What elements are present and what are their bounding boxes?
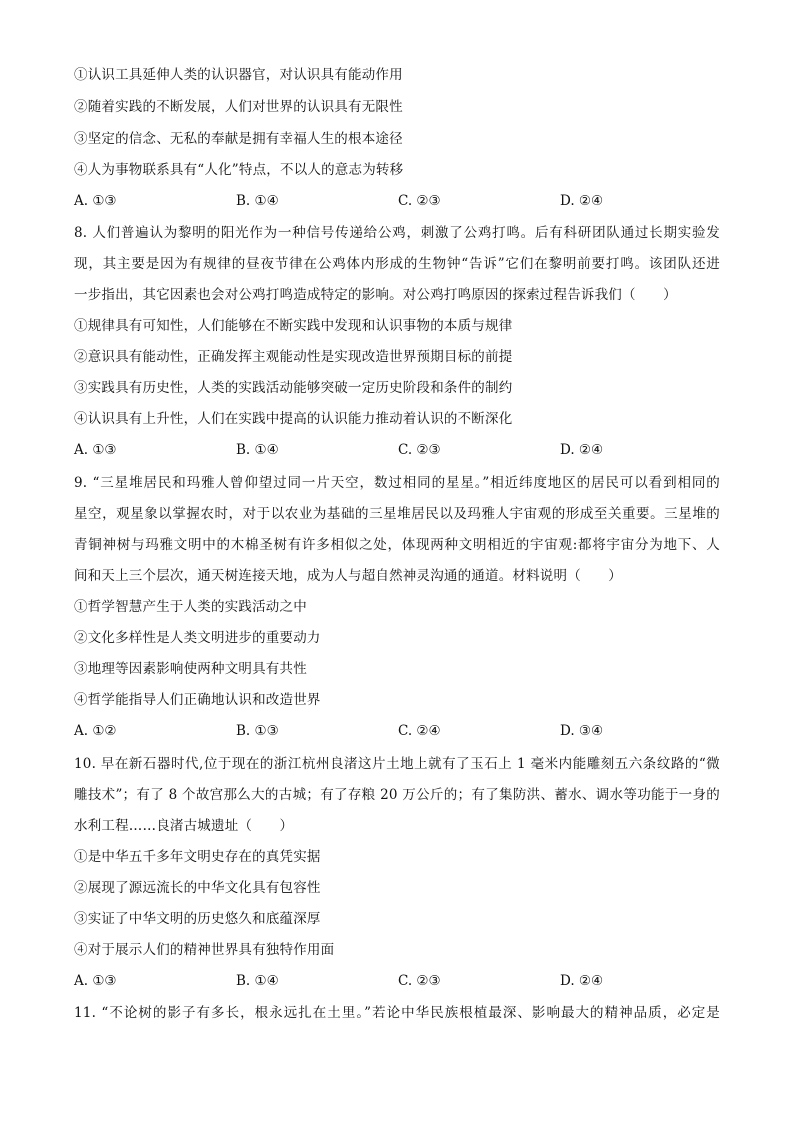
q8-option-d: D. ②④ xyxy=(560,442,604,458)
q8-item-3: ③实践具有历史性，人类的实践活动能够突破一定历史阶段和条件的制约 xyxy=(74,380,513,396)
q8-option-a: A. ①③ xyxy=(74,442,117,458)
q8-option-b: B. ①④ xyxy=(236,442,279,458)
q10-option-c: C. ②③ xyxy=(398,973,441,989)
q8-stem-line-2: 现，其主要是因为有规律的昼夜节律在公鸡体内形成的生物钟“告诉”它们在黎明前要打鸣。该团队还进 xyxy=(74,256,720,272)
q7-item-2: ②随着实践的不断发展，人们对世界的认识具有无限性 xyxy=(74,99,403,115)
q10-item-4: ④对于展示人们的精神世界具有独特作用面 xyxy=(74,942,335,958)
q10-item-1: ①是中华五千多年文明史存在的真凭实据 xyxy=(74,849,321,865)
q7-option-c: C. ②③ xyxy=(398,193,441,209)
q7-option-d: D. ②④ xyxy=(560,193,604,209)
q9-option-b: B. ①③ xyxy=(236,723,279,739)
q9-option-a: A. ①② xyxy=(74,723,117,739)
q9-option-d: D. ③④ xyxy=(560,723,604,739)
q10-stem-line-3: 水利工程……良渚古城遗址（ ） xyxy=(74,818,294,834)
q10-options xyxy=(74,972,734,990)
q8-stem-line-3: 一步指出，其它因素也会对公鸡打鸣造成特定的影响。对公鸡打鸣原因的探索过程告诉我们（ ） xyxy=(74,287,677,303)
q9-stem-line-1: 9. “三星堆居民和玛雅人曾仰望过同一片天空，数过相同的星星。”相近纬度地区的居民可以看到相同的 xyxy=(74,475,720,491)
q7-option-a: A. ①③ xyxy=(74,193,117,209)
q9-item-1: ①哲学智慧产生于人类的实践活动之中 xyxy=(74,599,307,615)
q7-item-4: ④人为事物联系具有“人化”特点，不以人的意志为转移 xyxy=(74,162,404,178)
q8-item-2: ②意识具有能动性，正确发挥主观能动性是实现改造世界预期目标的前提 xyxy=(74,349,513,365)
q10-option-b: B. ①④ xyxy=(236,973,279,989)
q10-option-a: A. ①③ xyxy=(74,973,117,989)
q7-option-b: B. ①④ xyxy=(236,193,279,209)
q9-stem-line-4: 间和天上三个层次，通天树连接天地，成为人与超自然神灵沟通的通道。材料说明（ ） xyxy=(74,568,622,584)
q9-stem-line-3: 青铜神树与玛雅文明中的木棉圣树有许多相似之处，体现两种文明相近的宇宙观:都将宇宙分为地下、人 xyxy=(74,537,720,553)
q7-options xyxy=(74,192,734,210)
q9-option-c: C. ②④ xyxy=(398,723,441,739)
q8-item-1: ①规律具有可知性，人们能够在不断实践中发现和认识事物的本质与规律 xyxy=(74,318,513,334)
q10-item-3: ③实证了中华文明的历史悠久和底蕴深厚 xyxy=(74,911,321,927)
q9-item-4: ④哲学能指导人们正确地认识和改造世界 xyxy=(74,692,321,708)
q9-item-3: ③地理等因素影响使两种文明具有共性 xyxy=(74,661,307,677)
q7-item-3: ③坚定的信念、无私的奉献是拥有幸福人生的根本途径 xyxy=(74,131,403,147)
q8-stem-line-1: 8. 人们普遍认为黎明的阳光作为一种信号传递给公鸡，刺激了公鸡打鸣。后有科研团队通过长期实验发 xyxy=(74,225,720,241)
q8-item-4: ④认识具有上升性，人们在实践中提高的认识能力推动着认识的不断深化 xyxy=(74,411,513,427)
q11-stem-line-1: 11. “不论树的影子有多长，根永远扎在土里。”若论中华民族根植最深、影响最大的精神品质，必定是 xyxy=(74,1005,720,1021)
q10-stem-line-2: 雕技术”；有了 8 个故宫那么大的古城；有了存粮 20 万公斤的；有了集防洪、蓄水、调水等功能于一身的 xyxy=(74,787,720,803)
q9-item-2: ②文化多样性是人类文明进步的重要动力 xyxy=(74,630,321,646)
q10-item-2: ②展现了源远流长的中华文化具有包容性 xyxy=(74,880,321,896)
q9-stem-line-2: 星空，观星象以掌握农时，对于以农业为基础的三星堆居民以及玛雅人宇宙观的形成至关重要。三星堆的 xyxy=(74,506,720,522)
q10-option-d: D. ②④ xyxy=(560,973,604,989)
q10-stem-line-1: 10. 早在新石器时代,位于现在的浙江杭州良渚这片土地上就有了玉石上 1 毫米内能雕刻五六条纹路的“微 xyxy=(74,756,720,772)
q7-item-1: ①认识工具延伸人类的认识器官，对认识具有能动作用 xyxy=(74,67,403,83)
q8-options xyxy=(74,441,734,459)
q9-options xyxy=(74,722,734,740)
q8-option-c: C. ②③ xyxy=(398,442,441,458)
